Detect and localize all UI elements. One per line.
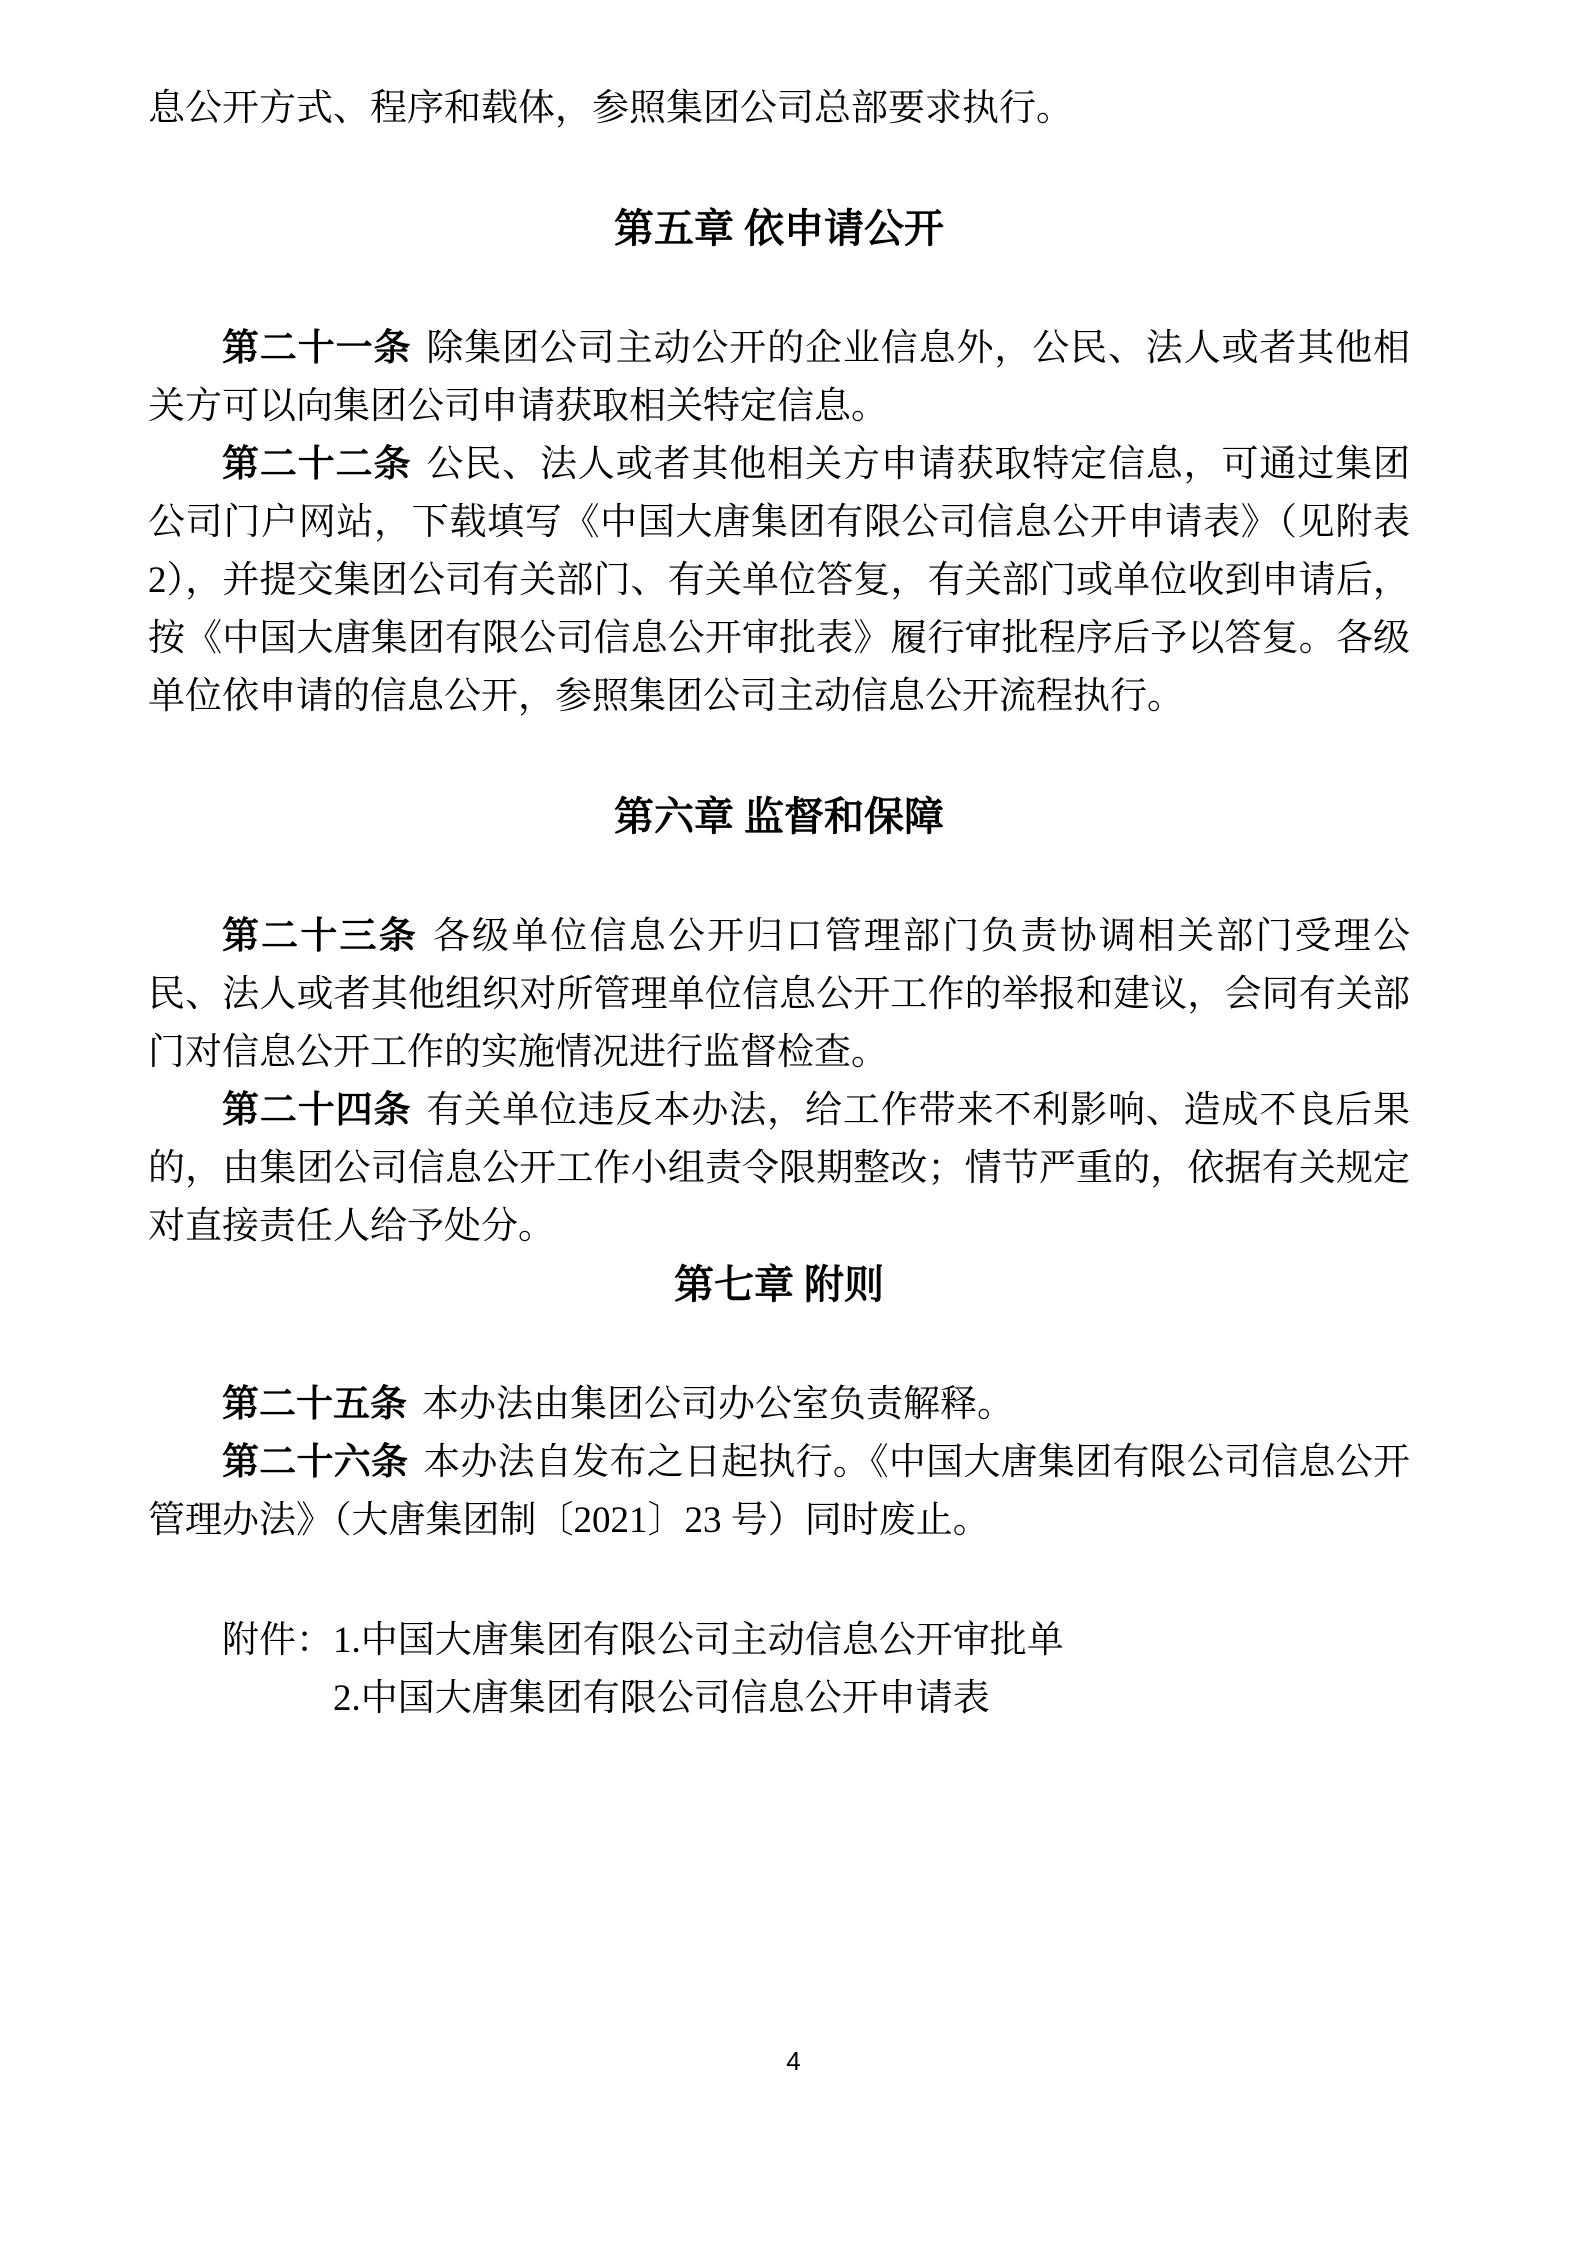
article-21-text: 除集团公司主动公开的企业信息外，公民、法人或者其他相关方可以向集团公司申请获取相关特定信息。	[148, 328, 1411, 427]
attachment-item-2: 2.中国大唐集团有限公司信息公开申请表	[333, 1678, 990, 1719]
chapter-7-heading: 第七章 附则	[674, 1262, 884, 1307]
chapter-6-heading: 第六章 监督和保障	[614, 794, 944, 839]
chapter-5-heading: 第五章 依申请公开	[614, 206, 944, 251]
article-25	[148, 1376, 1410, 1434]
article-22-text: 公民、法人或者其他相关方申请获取特定信息，可通过集团公司门户网站，下载填写《中国大唐集团有限公司信息公开申请表》（见附表 2），并提交集团公司有关部门、有关单位答复，有关部门或单位收到申请后，按《中国大唐集团有限公司信息公开审批表》履行审批程序后予以答复。各级单位依申请的信息公开，参照集团公司主动信息公开流程执行。	[148, 444, 1411, 717]
article-24-number: 第二十四条	[222, 1090, 412, 1131]
article-23-number: 第二十三条	[222, 916, 418, 957]
page-body	[148, 0, 1410, 1728]
article-22-number: 第二十二条	[222, 444, 412, 485]
article-23-text: 各级单位信息公开归口管理部门负责协调相关部门受理公民、法人或者其他组织对所管理单位信息公开工作的举报和建议，会同有关部门对信息公开工作的实施情况进行监督检查。	[148, 916, 1411, 1073]
article-23	[148, 908, 1410, 1082]
article-24-text: 有关单位违反本办法，给工作带来不利影响、造成不良后果的，由集团公司信息公开工作小组责令限期整改；情节严重的，依据有关规定对直接责任人给予处分。	[148, 1090, 1411, 1247]
article-25-text: 本办法由集团公司办公室负责解释。	[422, 1384, 1014, 1425]
attachments-label: 附件：	[222, 1620, 333, 1661]
attachments-items	[333, 1612, 1064, 1728]
article-25-number: 第二十五条	[222, 1384, 407, 1425]
article-26	[148, 1434, 1410, 1550]
article-24	[148, 1082, 1410, 1256]
attachment-item-1: 1.中国大唐集团有限公司主动信息公开审批单	[333, 1620, 1064, 1661]
article-21-number: 第二十一条	[222, 328, 412, 369]
attachments-list	[148, 1612, 1410, 1728]
article-26-text: 本办法自发布之日起执行。《中国大唐集团有限公司信息公开管理办法》（大唐集团制〔2021〕23 号）同时废止。	[148, 1442, 1411, 1541]
page-number: 4	[786, 2046, 801, 2076]
paragraph-continuation: 息公开方式、程序和载体，参照集团公司总部要求执行。	[148, 88, 1073, 129]
article-22	[148, 436, 1410, 726]
article-21	[148, 320, 1410, 436]
article-26-number: 第二十六条	[222, 1442, 409, 1483]
